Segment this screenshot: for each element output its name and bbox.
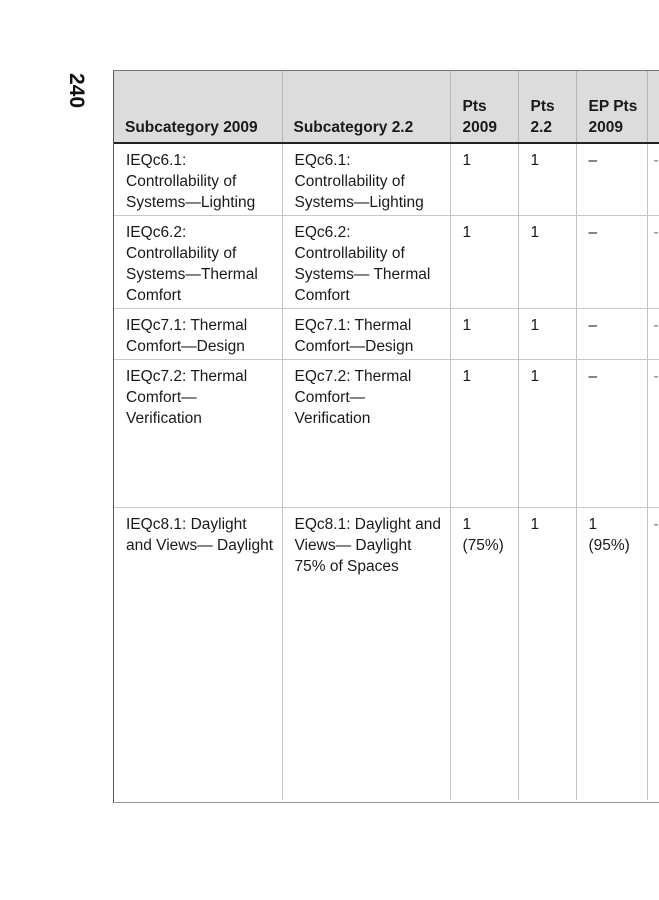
cell-subcategory-2-2: EQc7.2: Thermal Comfort— Verification bbox=[282, 359, 450, 507]
cell-subcategory-2-2: EQc6.1: Controllability of Systems—Lighting bbox=[282, 143, 450, 215]
cell-ep-pts-2009: – bbox=[576, 308, 647, 359]
table-row bbox=[114, 143, 659, 215]
cell-subcategory-2009: IEQc6.1: Controllability of Systems—Lighting bbox=[114, 143, 282, 215]
header-subcategory-2009: Subcategory 2009 bbox=[114, 71, 282, 143]
table-row bbox=[114, 215, 659, 308]
header-subcategory-2-2: Subcategory 2.2 bbox=[282, 71, 450, 143]
table-row bbox=[114, 308, 659, 359]
cell-cut-off: - bbox=[647, 359, 659, 507]
cell-pts-2009: 1 bbox=[450, 143, 518, 215]
table-row bbox=[114, 359, 659, 507]
header-ep-pts-2009: EP Pts 2009 bbox=[576, 71, 647, 143]
cell-pts-2009: 1 (75%) bbox=[450, 507, 518, 800]
cell-ep-pts-2009: – bbox=[576, 359, 647, 507]
header-pts-2009: Pts 2009 bbox=[450, 71, 518, 143]
header-pts-2-2: Pts 2.2 bbox=[518, 71, 576, 143]
cell-subcategory-2-2: EQc7.1: Thermal Comfort—Design bbox=[282, 308, 450, 359]
table-header bbox=[114, 71, 659, 143]
cell-pts-2009: 1 bbox=[450, 308, 518, 359]
header-cut-off bbox=[647, 71, 659, 143]
cell-pts-2-2: 1 bbox=[518, 359, 576, 507]
cell-ep-pts-2009: 1 (95%) bbox=[576, 507, 647, 800]
cell-cut-off: - bbox=[647, 507, 659, 800]
cell-subcategory-2009: IEQc7.1: Thermal Comfort—Design bbox=[114, 308, 282, 359]
table-body bbox=[114, 143, 659, 800]
cell-pts-2-2: 1 bbox=[518, 215, 576, 308]
credit-table bbox=[114, 71, 659, 800]
cell-subcategory-2009: IEQc6.2: Controllability of Systems—Thermal Comfort bbox=[114, 215, 282, 308]
cell-subcategory-2009: IEQc7.2: Thermal Comfort— Verification bbox=[114, 359, 282, 507]
cell-pts-2-2: 1 bbox=[518, 308, 576, 359]
cell-cut-off: - bbox=[647, 308, 659, 359]
table-row bbox=[114, 507, 659, 800]
page-number: 240 bbox=[65, 73, 88, 109]
cell-pts-2-2: 1 bbox=[518, 507, 576, 800]
cell-subcategory-2-2: EQc8.1: Daylight and Views— Daylight 75% of Spaces bbox=[282, 507, 450, 800]
cell-ep-pts-2009: – bbox=[576, 143, 647, 215]
cell-subcategory-2-2: EQc6.2: Controllability of Systems— Thermal Comfort bbox=[282, 215, 450, 308]
cell-cut-off: - bbox=[647, 143, 659, 215]
credit-comparison-table bbox=[113, 70, 659, 803]
cell-subcategory-2009: IEQc8.1: Daylight and Views— Daylight bbox=[114, 507, 282, 800]
cell-ep-pts-2009: – bbox=[576, 215, 647, 308]
cell-cut-off: - bbox=[647, 215, 659, 308]
cell-pts-2-2: 1 bbox=[518, 143, 576, 215]
cell-pts-2009: 1 bbox=[450, 215, 518, 308]
cell-pts-2009: 1 bbox=[450, 359, 518, 507]
